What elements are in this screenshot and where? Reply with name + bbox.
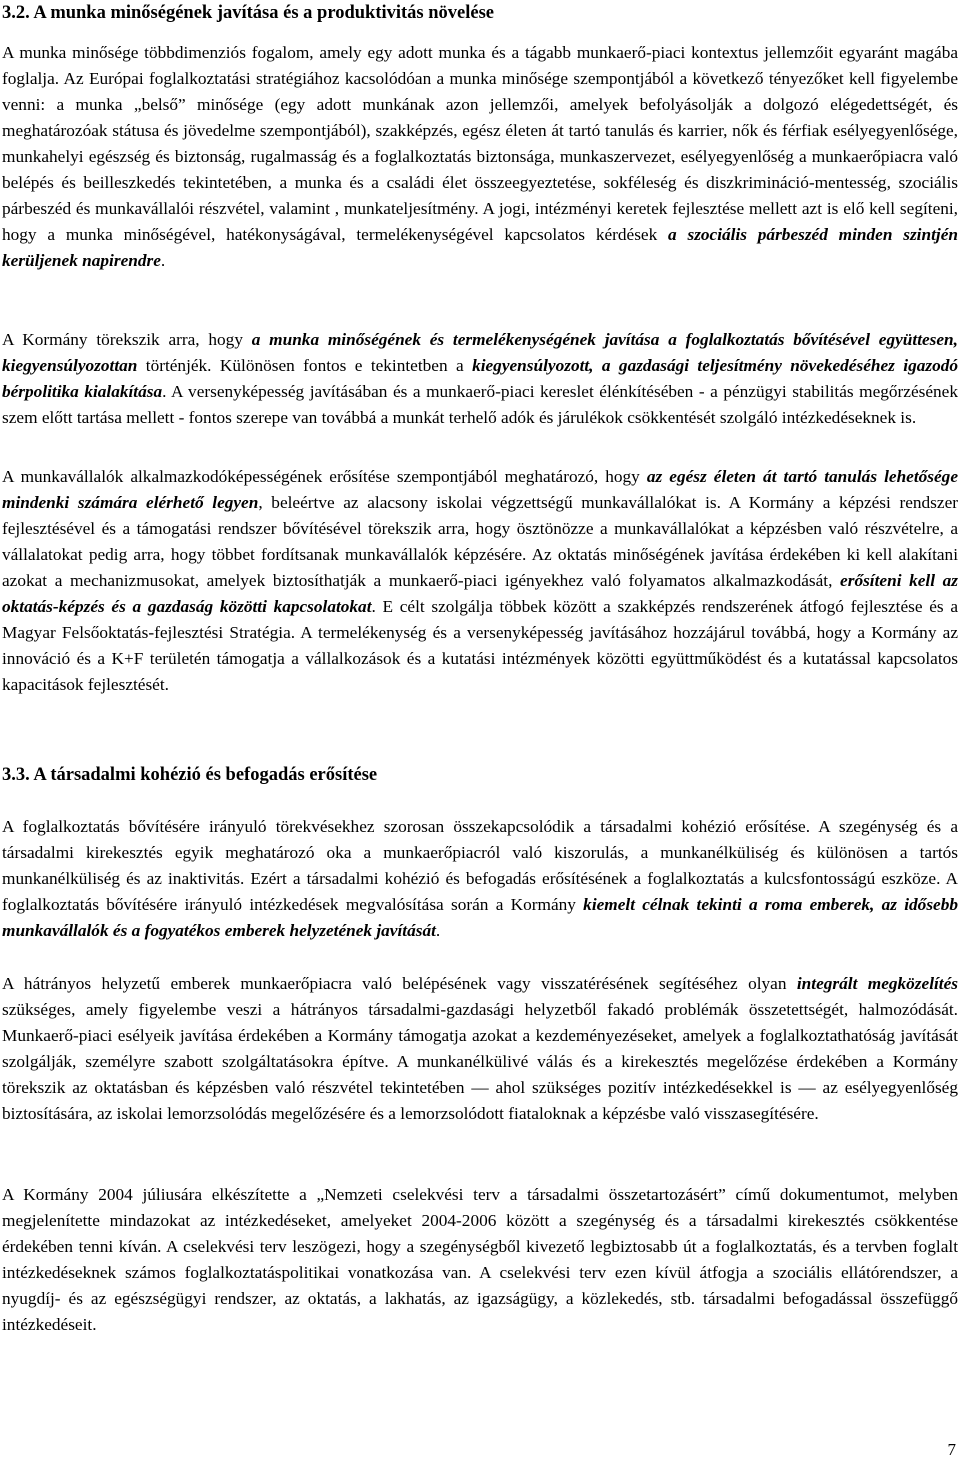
paragraph-text: .	[160, 251, 166, 270]
section-heading-3-2: 3.2. A munka minőségének javítása és a produktivitás növelése	[2, 3, 495, 23]
emphasis-text: kiegyensúlyozott, a gazdasági teljesítmény növekedéséhez igazodó bérpolitika kialakítása	[2, 356, 959, 401]
paragraph-text: A hátrányos helyzetű emberek munkaerőpiacra való belépésének vagy visszatérésének segítéséhez olyan	[2, 974, 797, 993]
paragraph-social-cohesion	[2, 814, 958, 944]
paragraph-text: . A versenyképesség javításában és a munkaerő-piaci kereslet élénkítésében - a pénzügyi stabilitás megőrzésének szem előtt tartása mellett - fontos szerepe van továbbá a munkát terhelő adók és járulékok csökkentését szolgáló intézkedéseknek is.	[2, 382, 958, 427]
paragraph-work-quality	[2, 40, 958, 274]
paragraph-lifelong-learning	[2, 464, 958, 698]
paragraph-text: A munka minősége többdimenziós fogalom, amely egy adott munka és a tágabb munkaerő-piaci kontextus jellemzőit egyaránt magába foglalja. Az Európai foglalkoztatási stratégiához kacsolódóan a munka minősége szempontjából a következő tényezőket kell figyelembe venni: a munka „belső” minősége (egy adott munkának azon jellemzői, amelyek befolyásolják a dolgozó elégedettségét, és meghatározóak státusa és jövedelme szempontjából), szakképzés, egész életen át tartó tanulás és karrier, nők és férfiak esélyegyenlősége, munkahelyi egészség és biztonság, rugalmasság és a foglalkoztatás biztonsága, munkaszervezet, esélyegyenlőség a munkaerőpiacra való belépés és beilleszkedés tekintetében, a munka és a családi élet összeegyeztetése, sokféleség és diszkrimináció-mentesség, szociális párbeszéd és munkavállalói részvétel, valamint , munkateljesítmény. A jogi, intézményi keretek fejlesztése mellett azt is elő kell segíteni, hogy a munka minőségével, hatékonyságával, termelékenységével kapcsolatos kérdések	[2, 43, 958, 244]
paragraph-text: A Kormány törekszik arra, hogy	[2, 330, 252, 349]
page-number: 7	[947, 1440, 956, 1459]
paragraph-government-aim	[2, 327, 958, 431]
paragraph-text: A munkavállalók alkalmazkodóképességének erősítése szempontjából meghatározó, hogy	[2, 467, 647, 486]
paragraph-text: A Kormány 2004 júliusára elkészítette a „Nemzeti cselekvési terv a társadalmi összetartozásért” című dokumentumot, melyben megjelenítette mindazokat az intézkedéseket, amelyeket 2004-2006 között a szegénység és a társadalmi kirekesztés csökkentése érdekében tenni kíván. A cselekvési terv leszögezi, hogy a szegénységből kivezető legbiztosabb út a foglalkoztatás, és a tervben foglalt intézkedéseknek számos foglalkoztatáspolitikai vonatkozása van. A cselekvési terv ezen kívül átfogja a szociális ellátórendszer, a nyugdíj- és az egészségügyi rendszer, az oktatás, a lakhatás, az igazságügy, a közlekedés, stb. társadalmi befogadással összefüggő intézkedéseit.	[2, 1185, 958, 1334]
paragraph-integrated-approach	[2, 971, 958, 1127]
emphasis-text: integrált megközelítés	[796, 974, 959, 993]
emphasis-text: a szociális párbeszéd minden szintjén kerüljenek napirendre	[2, 225, 958, 270]
emphasis-text: erősíteni kell az oktatás-képzés és a gazdaság közötti kapcsolatokat	[2, 571, 958, 616]
emphasis-text: az egész életen át tartó tanulás lehetősége mindenki számára elérhető legyen	[2, 467, 958, 512]
paragraph-text: történjék. Különösen fontos e tekintetben a	[137, 356, 473, 375]
emphasis-text: kiemelt célnak tekinti a roma emberek, az idősebb munkavállalók és a fogyatékos emberek helyzetének javítását	[2, 895, 959, 940]
paragraph-text: . E célt szolgálja többek között a szakképzés rendszerének átfogó fejlesztése és a Magyar Felsőoktatás-fejlesztési Stratégia. A termelékenység és a versenyképesség javításához hozzájárul továbbá, hogy a Kormány az innováció és a K+F területén támogatja a vállalkozások és a kutatási intézmények közötti együttműködést és a kutatással kapcsolatos kapacitások fejlesztését.	[2, 597, 959, 694]
paragraph-text: A foglalkoztatás bővítésére irányuló törekvésekhez szorosan összekapcsolódik a társadalmi kohézió erősítése. A szegénység és a társadalmi kirekesztés egyik meghatározó oka a munkaerőpiacról való kiszorulás, a munkanélküliség és különösen a tartós munkanélküliség és az inaktivitás. Ezért a társadalmi kohézió és befogadás erősítésének a foglalkoztatás a kulcsfontosságú eszköze. A foglalkoztatás bővítésére irányuló intézkedések megvalósítása során a Kormány	[2, 817, 958, 914]
section-heading-3-3: 3.3. A társadalmi kohézió és befogadás erősítése	[2, 765, 378, 785]
paragraph-action-plan	[2, 1182, 958, 1338]
paragraph-text: .	[435, 921, 441, 940]
paragraph-text: , beleértve az alacsony iskolai végzettségű munkavállalókat is. A Kormány a képzési rendszer fejlesztésével és a támogatási rendszer bővítésével törekszik arra, hogy ösztönözze a munkavállalókat a képzésben való részvételre, a vállalatokat pedig arra, hogy többet fordítsanak munkavállalók képzésére. Az oktatás minőségének javítása érdekében ki kell alakítani azokat a mechanizmusokat, amelyek biztosíthatják a munkaerő-piaci igényekhez való folyamatos alkalmazkodását,	[2, 493, 959, 590]
emphasis-text: a munka minőségének és termelékenységének javítása a foglalkoztatás bővítésével együttesen, kiegyensúlyozottan	[2, 330, 958, 375]
paragraph-text: szükséges, amely figyelembe veszi a hátrányos társadalmi-gazdasági helyzetből fakadó problémák összetettségét, halmozódását. Munkaerő-piaci esélyeik javítása érdekében a Kormány támogatja azokat a kezdeményezéseket, amelyek a foglalkoztathatóság javítását szolgálják, személyre szabott szolgáltatásokra építve. A munkanélkülivé válás és a kirekesztés megelőzése érdekében a Kormány törekszik az oktatásban és képzésben való részvétel tekintetében — ahol szükséges pozitív intézkedésekkel is — az esélyegyenlőség biztosítására, az iskolai lemorzsolódás megelőzésére és a lemorzsolódott fiataloknak a képzésbe való visszasegítésére.	[2, 1000, 958, 1123]
